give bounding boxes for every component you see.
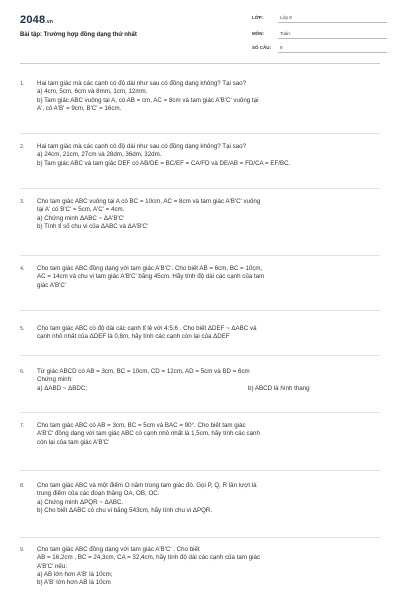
question-line: b) Cho biết ΔABC có chu vi bằng 543cm, hãy tính chu vi ΔPQR. [37,506,213,514]
question-line: A'B'C' đồng dạng với tam giác ABC có cạnh nhỏ nhất là 1,5cm, hãy tính các cạnh [37,430,260,438]
question-number: 7. [20,423,25,429]
question-9 [20,546,385,587]
question-divider [20,133,380,134]
question-4 [20,265,385,290]
field-class [252,14,387,23]
question-line: Cho tam giác ABC đồng dạng với tam giác A'B'C'. Cho biết AB = 6cm, BC = 10cm, [37,265,263,272]
question-line: a) Chứng minh ΔABC ~ ΔA'B'C' [37,214,125,222]
question-3 [20,198,385,231]
question-line: b) A'B' lớn hơn AB là 10cm [37,579,111,587]
question-divider [20,310,380,311]
question-line: a) 4cm, 5cm, 6cm và 8mm, 1cm, 12mm. [37,88,148,96]
question-1 [20,80,385,113]
question-number: 4. [20,266,25,272]
question-6 [20,368,385,393]
question-number: 1. [20,81,25,87]
field-class-label: LỚP: [252,15,264,20]
question-line: cạnh nhỏ nhất của ΔDEF là 0,8m, hãy tính các cạnh còn lại của ΔDEF [37,333,230,341]
question-subparts [37,385,385,393]
question-line: b) Tính tỉ số chu vi của ΔABC và ΔA'B'C' [37,222,149,230]
question-divider [20,355,380,356]
question-line: AC = 14cm và chu vi tam giác A'B'C' bằng 45cm. Hãy tính độ dài các cạnh của tam [37,273,265,281]
question-line: Chứng minh: [37,376,73,384]
question-8 [20,482,385,515]
question-line: Cho tam giác ABC có độ dài các cạnh tỉ lệ với 4:5:6 . Cho biết ΔDEF ~ ΔABC và [37,325,257,332]
question-line: b) Tam giác ABC vuông tại A, có AB = cm, AC = 8cm và tam giác A'B'C' vuông tại [37,96,259,104]
field-subject-underline [278,38,387,39]
field-count-underline [278,52,387,53]
question-number: 3. [20,199,25,205]
question-line: a) Chứng minh ΔPQR ~ ΔABC. [37,498,124,506]
exercise-title: Bài tập: Trường hợp đồng dạng thứ nhất [20,32,137,38]
question-line: Cho tam giác ABC có AB = 3cm, BC = 5cm và BÂC = 90°. Cho biết tam giác [37,422,246,429]
question-5 [20,325,385,342]
logo-suffix: .vn [45,19,54,25]
question-line: A'B'C' nếu: [37,562,68,570]
question-number: 6. [20,369,25,375]
question-line: a) AB lớn hơn A'B' là 10cm; [37,570,113,578]
question-number: 8. [20,483,25,489]
question-2 [20,143,385,168]
field-count-value: 9 [280,45,283,50]
question-line: Hai tam giác mà các cạnh có độ dài như sau có đồng dạng không? Tại sao? [37,143,247,150]
question-line: Từ giác ABCD có AB = 3cm, BC = 10cm, CD = 12cm, AD = 5cm và BD = 6cm [37,368,250,375]
question-line: b) Tam giác ABC và tam giác DEF có AB/DE = BC/EF = CA/FD và DE/AB = FD/CA = EF/BC. [37,159,291,167]
field-class-value: Lớp 8 [280,15,292,20]
question-divider [20,255,380,256]
site-logo[interactable] [20,14,53,26]
question-number: 2. [20,144,25,150]
question-line: Cho tam giác ABC và một điểm O nằm trong tam giác đó. Gọi P, Q, R lần lượt là [37,482,257,489]
question-part-a: a) ΔABD ~ ΔBDC; [37,384,88,392]
question-line: A', có A'B' = 9cm, B'C' = 16cm. [37,104,122,112]
header-divider [20,63,380,64]
question-line: Cho tam giác ABC đồng dạng với tam giác A'B'C' . Cho biết [37,546,200,553]
question-divider [20,188,380,189]
field-class-underline [278,22,387,23]
question-divider [20,537,380,538]
question-part-b: b) ABCD là hình thang [248,384,310,392]
question-line: còn lại của tam giác A'B'C' [37,438,110,446]
question-line: a) 24cm, 21cm, 27cm và 28dm, 36dm, 32dm. [37,151,162,159]
field-count-label: SỐ CÂU: [252,45,271,50]
field-subject-label: MÔN: [252,31,264,36]
field-count [252,44,387,53]
question-line: AB = 16,2cm , BC = 24,3cm, CA = 32,4cm, hãy tính độ dài các cạnh của tam giác [37,554,261,562]
question-divider [20,470,380,471]
question-7 [20,422,385,447]
question-line: Cho tam giác ABC vuông tại A có BC = 10cm, AC = 8cm và tam giác A'B'C' vuông [37,198,261,205]
question-divider [20,412,380,413]
worksheet-header [0,0,400,60]
question-line: trung điểm của các đoạn thẳng OA, OB, OC. [37,490,160,498]
question-number: 9. [20,547,25,553]
question-line: giác A'B'C' [37,281,66,289]
question-line: Hai tam giác mà các cạnh có độ dài như sau có đồng dạng không? Tại sao? [37,80,247,87]
logo-main: 2048 [20,14,46,26]
field-subject [252,30,387,39]
field-subject-value: Toán [280,31,290,36]
question-line: tại A' có B'C' = 5cm, A'C' = 4cm. [37,206,125,214]
question-number: 5. [20,326,25,332]
